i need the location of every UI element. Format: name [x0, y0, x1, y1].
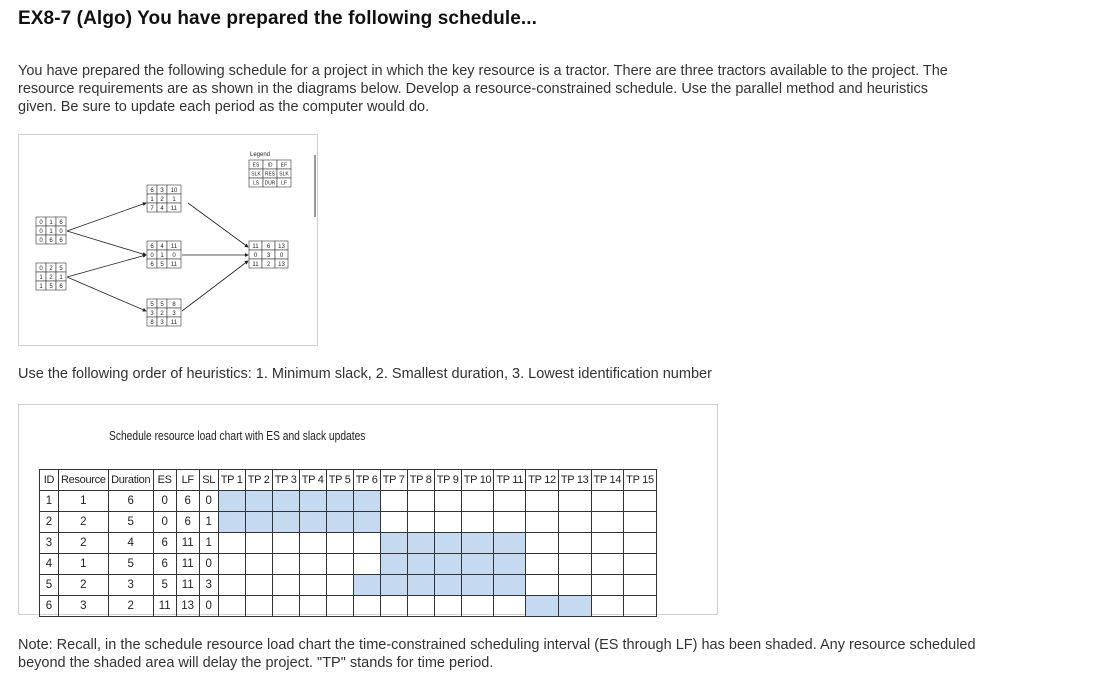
- node-cell-value: 1: [39, 274, 43, 281]
- table-row: [40, 491, 657, 512]
- time-period-cell[interactable]: [326, 533, 353, 554]
- cell-lf: 6: [176, 512, 199, 533]
- time-period-cell[interactable]: [494, 554, 526, 575]
- cell-lf: 11: [176, 575, 199, 596]
- time-period-cell[interactable]: [245, 491, 272, 512]
- cell-duration: 2: [108, 596, 153, 617]
- column-header-resource: Resource: [59, 470, 109, 491]
- node-cell-value: 7: [150, 205, 154, 212]
- time-period-cell[interactable]: [407, 491, 434, 512]
- node-cell-value: 0: [253, 252, 258, 259]
- cell-sl: 0: [199, 554, 218, 575]
- column-header-tp-7: TP 7: [380, 470, 407, 491]
- time-period-cell[interactable]: [272, 554, 299, 575]
- time-period-cell[interactable]: [218, 554, 245, 575]
- column-header-tp-11: TP 11: [494, 470, 526, 491]
- column-header-tp-9: TP 9: [434, 470, 461, 491]
- time-period-cell[interactable]: [353, 554, 380, 575]
- column-header-tp-13: TP 13: [558, 470, 591, 491]
- time-period-cell[interactable]: [218, 575, 245, 596]
- cell-es: 11: [153, 596, 176, 617]
- time-period-cell[interactable]: [245, 512, 272, 533]
- node-cell-value: 1: [59, 274, 63, 281]
- time-period-cell[interactable]: [353, 533, 380, 554]
- time-period-cell[interactable]: [218, 512, 245, 533]
- column-header-lf: LF: [176, 470, 199, 491]
- cell-id: 5: [40, 575, 59, 596]
- column-header-tp-12: TP 12: [526, 470, 559, 491]
- cell-id: 3: [40, 533, 59, 554]
- time-period-cell[interactable]: [526, 512, 559, 533]
- cell-es: 6: [153, 533, 176, 554]
- time-period-cell[interactable]: [299, 575, 326, 596]
- cell-duration: 5: [108, 554, 153, 575]
- dependency-arrow: [67, 277, 146, 311]
- node-cell-value: 2: [266, 261, 271, 268]
- node-cell-value: 0: [39, 237, 43, 244]
- node-cell-value: 11: [170, 205, 178, 212]
- legend-title: Legend: [250, 152, 271, 158]
- node-cell-value: 13: [278, 243, 285, 250]
- time-period-cell[interactable]: [494, 596, 526, 617]
- node-cell-value: 6: [59, 283, 63, 290]
- time-period-cell[interactable]: [272, 596, 299, 617]
- column-header-tp-15: TP 15: [624, 470, 657, 491]
- time-period-cell[interactable]: [353, 596, 380, 617]
- cell-es: 6: [153, 554, 176, 575]
- legend-cell-label: LF: [281, 180, 287, 187]
- network-diagram-svg: [19, 135, 317, 345]
- cell-es: 0: [153, 491, 176, 512]
- dependency-arrow: [188, 203, 248, 247]
- time-period-cell[interactable]: [526, 596, 559, 617]
- time-period-cell[interactable]: [245, 554, 272, 575]
- node-cell-value: 2: [160, 310, 164, 317]
- node-cell-value: 11: [170, 319, 178, 326]
- time-period-cell[interactable]: [434, 596, 461, 617]
- node-cell-value: 11: [170, 261, 178, 268]
- node-cell-value: 0: [279, 252, 284, 259]
- column-header-tp-4: TP 4: [299, 470, 326, 491]
- time-period-cell[interactable]: [245, 575, 272, 596]
- cell-resource: 2: [59, 512, 109, 533]
- time-period-cell[interactable]: [526, 533, 559, 554]
- table-row: [40, 575, 657, 596]
- dependency-arrow: [67, 255, 146, 277]
- legend-cell-label: ES: [252, 162, 260, 169]
- time-period-cell[interactable]: [591, 554, 624, 575]
- cell-duration: 3: [108, 575, 153, 596]
- time-period-cell[interactable]: [494, 575, 526, 596]
- time-period-cell[interactable]: [380, 533, 407, 554]
- time-period-cell[interactable]: [434, 554, 461, 575]
- time-period-cell[interactable]: [434, 491, 461, 512]
- node-cell-value: 1: [172, 196, 176, 203]
- time-period-cell[interactable]: [558, 512, 591, 533]
- cell-id: 4: [40, 554, 59, 575]
- node-cell-value: 5: [59, 265, 63, 272]
- legend-cell-label: DUR: [264, 180, 276, 187]
- dependency-arrow: [67, 231, 146, 255]
- time-period-cell[interactable]: [461, 596, 494, 617]
- cell-es: 0: [153, 512, 176, 533]
- legend-cell-label: SLK: [251, 171, 261, 178]
- node-cell-value: 2: [49, 274, 53, 281]
- column-header-sl: SL: [199, 470, 218, 491]
- node-cell-value: 3: [160, 319, 164, 326]
- table-row: [40, 554, 657, 575]
- node-cell-value: 5: [160, 261, 164, 268]
- time-period-cell[interactable]: [407, 554, 434, 575]
- time-period-cell[interactable]: [326, 554, 353, 575]
- page-title: EX8-7 (Algo) You have prepared the following schedule...: [18, 8, 538, 29]
- legend-cell-label: EF: [280, 162, 288, 169]
- time-period-cell[interactable]: [624, 512, 657, 533]
- time-period-cell[interactable]: [494, 512, 526, 533]
- network-diagram: [18, 134, 318, 346]
- node-cell-value: 4: [160, 205, 164, 212]
- time-period-cell[interactable]: [353, 491, 380, 512]
- time-period-cell[interactable]: [218, 533, 245, 554]
- time-period-cell[interactable]: [624, 596, 657, 617]
- node-cell-value: 8: [150, 319, 154, 326]
- time-period-cell[interactable]: [461, 533, 494, 554]
- node-cell-value: 1: [49, 228, 53, 235]
- cell-lf: 13: [176, 596, 199, 617]
- column-header-tp-1: TP 1: [218, 470, 245, 491]
- node-cell-value: 3: [266, 252, 271, 259]
- time-period-cell[interactable]: [526, 491, 559, 512]
- time-period-cell[interactable]: [380, 596, 407, 617]
- time-period-cell[interactable]: [461, 512, 494, 533]
- table-row: [40, 533, 657, 554]
- cell-lf: 6: [176, 491, 199, 512]
- load-table-header: [40, 470, 657, 491]
- time-period-cell[interactable]: [245, 596, 272, 617]
- intro-paragraph: You have prepared the following schedule for a project in which the key resource is a tractor. There are three tractors available to the project. The resource requirements are as shown in the diagrams below. Develop a resource-constrained schedule. Use the parallel method and heuristics given. Be sure to update each period as the computer would do.: [18, 63, 948, 115]
- cell-lf: 11: [176, 533, 199, 554]
- column-header-tp-5: TP 5: [326, 470, 353, 491]
- time-period-cell[interactable]: [558, 554, 591, 575]
- node-cell-value: 6: [150, 187, 154, 194]
- time-period-cell[interactable]: [558, 533, 591, 554]
- time-period-cell[interactable]: [326, 491, 353, 512]
- cell-id: 2: [40, 512, 59, 533]
- time-period-cell[interactable]: [591, 533, 624, 554]
- time-period-cell[interactable]: [434, 575, 461, 596]
- cell-id: 6: [40, 596, 59, 617]
- time-period-cell[interactable]: [558, 491, 591, 512]
- node-cell-value: 11: [252, 243, 259, 250]
- node-cell-value: 3: [172, 310, 176, 317]
- node-cell-value: 1: [49, 219, 53, 226]
- node-cell-value: 0: [172, 252, 176, 259]
- time-period-cell[interactable]: [218, 491, 245, 512]
- time-period-cell[interactable]: [434, 512, 461, 533]
- legend-cell-label: LS: [252, 180, 260, 187]
- dependency-arrow: [182, 261, 248, 311]
- node-cell-value: 2: [49, 265, 53, 272]
- time-period-cell[interactable]: [326, 512, 353, 533]
- time-period-cell[interactable]: [591, 512, 624, 533]
- time-period-cell[interactable]: [624, 491, 657, 512]
- time-period-cell[interactable]: [494, 491, 526, 512]
- node-cell-value: 5: [49, 283, 53, 290]
- load-table: [39, 469, 657, 617]
- cell-id: 1: [40, 491, 59, 512]
- chart-title: Schedule resource load chart with ES and slack updates: [109, 429, 366, 443]
- cell-lf: 11: [176, 554, 199, 575]
- time-period-cell[interactable]: [380, 575, 407, 596]
- table-row: [40, 596, 657, 617]
- time-period-cell[interactable]: [380, 491, 407, 512]
- time-period-cell[interactable]: [299, 491, 326, 512]
- node-cell-value: 6: [59, 219, 63, 226]
- time-period-cell[interactable]: [591, 596, 624, 617]
- node-cell-value: 11: [170, 243, 178, 250]
- cell-sl: 1: [199, 512, 218, 533]
- time-period-cell[interactable]: [299, 596, 326, 617]
- time-period-cell[interactable]: [380, 512, 407, 533]
- time-period-cell[interactable]: [624, 533, 657, 554]
- time-period-cell[interactable]: [353, 575, 380, 596]
- heuristics-text: Use the following order of heuristics: 1. Minimum slack, 2. Smallest duration, 3. Lowest identification number: [18, 366, 712, 382]
- time-period-cell[interactable]: [326, 575, 353, 596]
- time-period-cell[interactable]: [434, 533, 461, 554]
- legend-cell-label: ID: [267, 162, 273, 169]
- cell-resource: 2: [59, 533, 109, 554]
- column-header-tp-10: TP 10: [461, 470, 494, 491]
- time-period-cell[interactable]: [407, 512, 434, 533]
- cell-sl: 3: [199, 575, 218, 596]
- node-cell-value: 10: [170, 187, 178, 194]
- column-header-tp-2: TP 2: [245, 470, 272, 491]
- time-period-cell[interactable]: [380, 554, 407, 575]
- cell-resource: 2: [59, 575, 109, 596]
- cell-resource: 3: [59, 596, 109, 617]
- node-cell-value: 6: [150, 243, 154, 250]
- time-period-cell[interactable]: [526, 554, 559, 575]
- cell-es: 5: [153, 575, 176, 596]
- node-cell-value: 13: [278, 261, 285, 268]
- time-period-cell[interactable]: [558, 596, 591, 617]
- node-cell-value: 0: [39, 219, 43, 226]
- dependency-arrow: [67, 203, 146, 231]
- time-period-cell[interactable]: [526, 575, 559, 596]
- cell-duration: 4: [108, 533, 153, 554]
- time-period-cell[interactable]: [624, 554, 657, 575]
- cell-sl: 0: [199, 596, 218, 617]
- column-header-tp-14: TP 14: [591, 470, 624, 491]
- node-cell-value: 3: [150, 310, 154, 317]
- resource-load-chart: [18, 404, 718, 615]
- time-period-cell[interactable]: [591, 575, 624, 596]
- time-period-cell[interactable]: [591, 491, 624, 512]
- node-cell-value: 5: [160, 301, 164, 308]
- legend-cell-label: RES: [264, 171, 276, 178]
- time-period-cell[interactable]: [245, 533, 272, 554]
- node-cell-value: 1: [160, 252, 164, 259]
- column-header-id: ID: [40, 470, 59, 491]
- time-period-cell[interactable]: [461, 554, 494, 575]
- node-cell-value: 6: [266, 243, 271, 250]
- node-cell-value: 1: [150, 196, 154, 203]
- cell-sl: 0: [199, 491, 218, 512]
- time-period-cell[interactable]: [494, 533, 526, 554]
- time-period-cell[interactable]: [272, 533, 299, 554]
- node-cell-value: 0: [59, 228, 63, 235]
- cell-sl: 1: [199, 533, 218, 554]
- column-header-duration: Duration: [108, 470, 153, 491]
- cell-duration: 6: [108, 491, 153, 512]
- cell-resource: 1: [59, 554, 109, 575]
- node-cell-value: 6: [49, 237, 53, 244]
- column-header-tp-6: TP 6: [353, 470, 380, 491]
- node-cell-value: 0: [39, 228, 43, 235]
- node-cell-value: 8: [172, 301, 176, 308]
- node-cell-value: 0: [150, 252, 154, 259]
- time-period-cell[interactable]: [272, 491, 299, 512]
- node-cell-value: 0: [39, 265, 43, 272]
- node-cell-value: 6: [150, 261, 154, 268]
- time-period-cell[interactable]: [558, 575, 591, 596]
- column-header-tp-3: TP 3: [272, 470, 299, 491]
- node-cell-value: 6: [59, 237, 63, 244]
- note-paragraph: Note: Recall, in the schedule resource load chart the time-constrained scheduling interval (ES through LF) has been shaded. Any resource scheduled beyond the shaded area will delay the project. "TP" stands for time period.: [18, 637, 976, 671]
- time-period-cell[interactable]: [272, 512, 299, 533]
- node-cell-value: 4: [160, 243, 164, 250]
- column-header-tp-8: TP 8: [407, 470, 434, 491]
- time-period-cell[interactable]: [272, 575, 299, 596]
- time-period-cell[interactable]: [299, 512, 326, 533]
- time-period-cell[interactable]: [326, 596, 353, 617]
- time-period-cell[interactable]: [461, 575, 494, 596]
- time-period-cell[interactable]: [218, 596, 245, 617]
- node-cell-value: 3: [160, 187, 164, 194]
- time-period-cell[interactable]: [353, 512, 380, 533]
- time-period-cell[interactable]: [624, 575, 657, 596]
- time-period-cell[interactable]: [299, 554, 326, 575]
- time-period-cell[interactable]: [407, 596, 434, 617]
- time-period-cell[interactable]: [461, 491, 494, 512]
- time-period-cell[interactable]: [407, 533, 434, 554]
- column-header-es: ES: [153, 470, 176, 491]
- table-row: [40, 512, 657, 533]
- legend-cell-label: SLK: [279, 171, 289, 178]
- cell-resource: 1: [59, 491, 109, 512]
- cell-duration: 5: [108, 512, 153, 533]
- node-cell-value: 2: [160, 196, 164, 203]
- time-period-cell[interactable]: [299, 533, 326, 554]
- node-cell-value: 1: [39, 283, 43, 290]
- node-cell-value: 11: [252, 261, 259, 268]
- time-period-cell[interactable]: [407, 575, 434, 596]
- node-cell-value: 5: [150, 301, 154, 308]
